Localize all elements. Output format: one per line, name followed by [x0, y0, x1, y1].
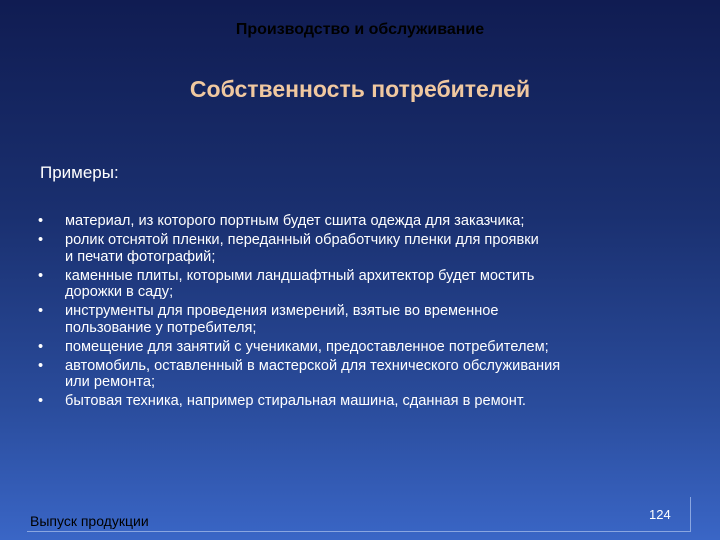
list-item-line: бытовая техника, например стиральная машина, сданная в ремонт.	[65, 393, 526, 409]
list-item	[38, 393, 698, 410]
list-item-line: ролик отснятой пленки, переданный обработчику пленки для проявки	[65, 232, 539, 248]
bullet-icon: •	[38, 213, 44, 229]
footer-divider-tick	[690, 497, 691, 532]
list-item-line: материал, из которого портным будет сшита одежда для заказчика;	[65, 213, 525, 229]
bullet-icon: •	[38, 232, 44, 248]
bullet-icon: •	[38, 303, 44, 319]
list-item	[38, 213, 698, 230]
list-item-line: и печати фотографий;	[65, 248, 216, 265]
list-item-line: дорожки в саду;	[65, 284, 174, 300]
list-item	[38, 303, 698, 336]
examples-label: Примеры:	[40, 163, 119, 182]
list-item-line: автомобиль, оставленный в мастерской для технического обслуживания	[65, 357, 561, 374]
footer-divider	[27, 531, 690, 532]
bullet-icon: •	[38, 357, 44, 374]
list-item-line: каменные плиты, которыми ландшафтный архитектор будет мостить	[65, 267, 535, 284]
examples-list	[38, 213, 698, 412]
list-item	[38, 268, 698, 301]
list-item	[38, 339, 698, 356]
page-number: 124	[649, 507, 671, 522]
bullet-icon: •	[38, 393, 44, 409]
bullet-icon: •	[38, 338, 44, 355]
bullet-icon: •	[38, 267, 44, 284]
list-item-line: пользование у потребителя;	[65, 319, 257, 336]
list-item-line: помещение для занятий с учениками, предоставленное потребителем;	[65, 338, 549, 355]
list-item-line: или ремонта;	[65, 374, 156, 390]
slide-title: Собственность потребителей	[189, 76, 531, 102]
footer-section-label: Выпуск продукции	[30, 513, 149, 529]
header-title: Производство и обслуживание	[235, 21, 485, 38]
list-item-line: инструменты для проведения измерений, взятые во временное	[65, 303, 499, 319]
list-item	[38, 358, 698, 391]
list-item	[38, 232, 698, 265]
